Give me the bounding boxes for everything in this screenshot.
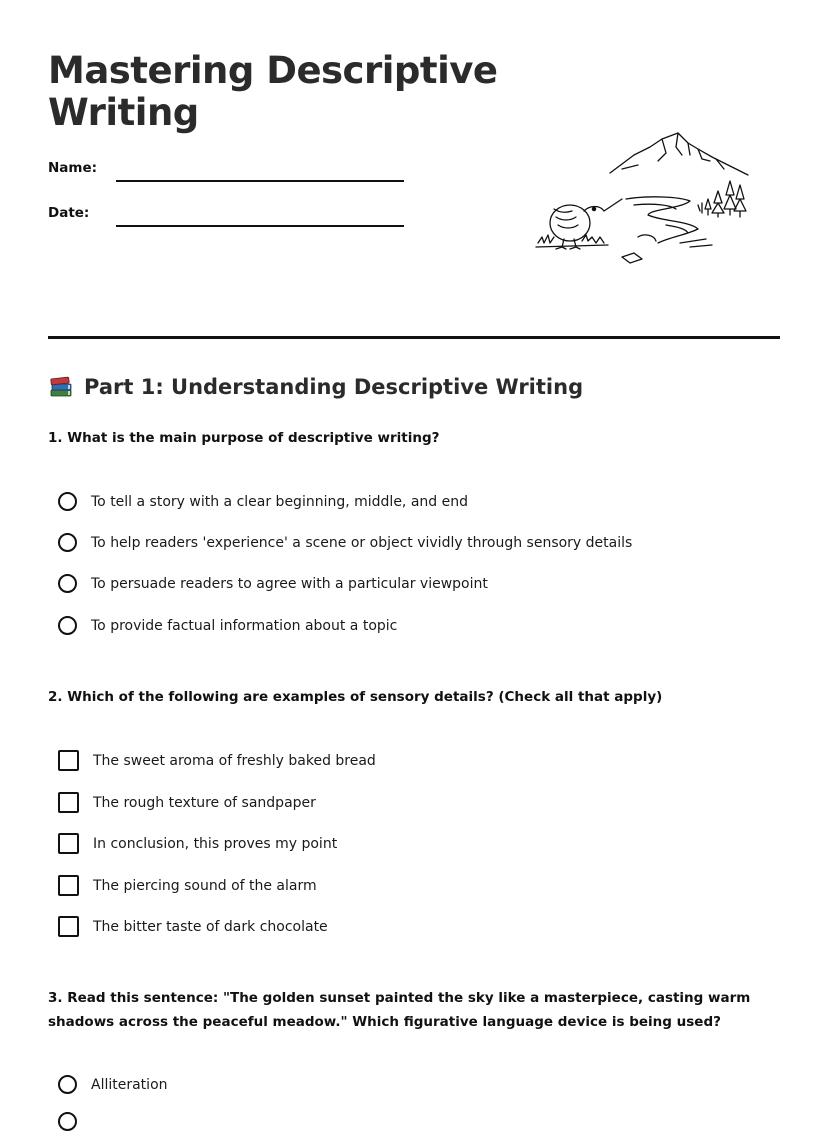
date-field[interactable] <box>116 225 404 227</box>
checkbox[interactable] <box>58 750 79 771</box>
q2-option-3[interactable] <box>58 833 337 854</box>
q1-option-2[interactable] <box>58 533 632 552</box>
river-line <box>626 197 698 243</box>
option-label: The sweet aroma of freshly baked bread <box>93 752 376 769</box>
q2-option-1[interactable] <box>58 750 376 771</box>
checkbox[interactable] <box>58 833 79 854</box>
q2-option-2[interactable] <box>58 792 316 813</box>
radio-button[interactable] <box>58 616 77 635</box>
checkbox[interactable] <box>58 792 79 813</box>
option-label: To persuade readers to agree with a particular viewpoint <box>91 575 488 592</box>
part1-title: Part 1: Understanding Descriptive Writing <box>84 375 584 399</box>
kiwi-beak <box>584 199 622 211</box>
q1-option-1[interactable] <box>58 492 468 511</box>
option-label: To help readers 'experience' a scene or object vividly through sensory details <box>91 534 633 551</box>
option-label: The piercing sound of the alarm <box>93 877 317 894</box>
radio-button[interactable] <box>58 533 77 552</box>
radio-button[interactable] <box>58 1112 77 1131</box>
part1-heading <box>48 374 583 400</box>
radio-button[interactable] <box>58 492 77 511</box>
name-field[interactable] <box>116 180 404 182</box>
checkbox[interactable] <box>58 875 79 896</box>
radio-button[interactable] <box>58 574 77 593</box>
question-1-text: 1. What is the main purpose of descriptive writing? <box>48 430 440 446</box>
q1-option-3[interactable] <box>58 574 488 593</box>
option-label: Alliteration <box>91 1076 168 1093</box>
question-2-text: 2. Which of the following are examples of sensory details? (Check all that apply) <box>48 689 663 705</box>
option-label: To tell a story with a clear beginning, middle, and end <box>91 493 468 510</box>
mountain-outline <box>610 133 748 175</box>
q2-option-4[interactable] <box>58 875 317 896</box>
q1-option-4[interactable] <box>58 616 397 635</box>
option-label: The rough texture of sandpaper <box>93 794 316 811</box>
q3-option-1[interactable] <box>58 1075 168 1094</box>
option-label: In conclusion, this proves my point <box>93 835 338 852</box>
q3-option-2-partial[interactable] <box>58 1112 77 1131</box>
q2-option-5[interactable] <box>58 916 328 937</box>
tree-2 <box>734 185 746 217</box>
kiwi-landscape-illustration <box>530 125 760 270</box>
option-label: The bitter taste of dark chocolate <box>93 918 328 935</box>
radio-button[interactable] <box>58 1075 77 1094</box>
name-label: Name: <box>48 160 98 176</box>
checkbox[interactable] <box>58 916 79 937</box>
page-title: Mastering Descriptive Writing <box>48 49 498 134</box>
question-3-text: 3. Read this sentence: "The golden sunset painted the sky like a masterpiece, casting warm shadows across the peaceful meadow." Which figurative language device is being used? <box>48 990 751 1030</box>
option-label: To provide factual information about a topic <box>91 617 398 634</box>
date-label: Date: <box>48 205 90 221</box>
books-icon <box>48 374 74 400</box>
section-divider <box>48 336 780 339</box>
